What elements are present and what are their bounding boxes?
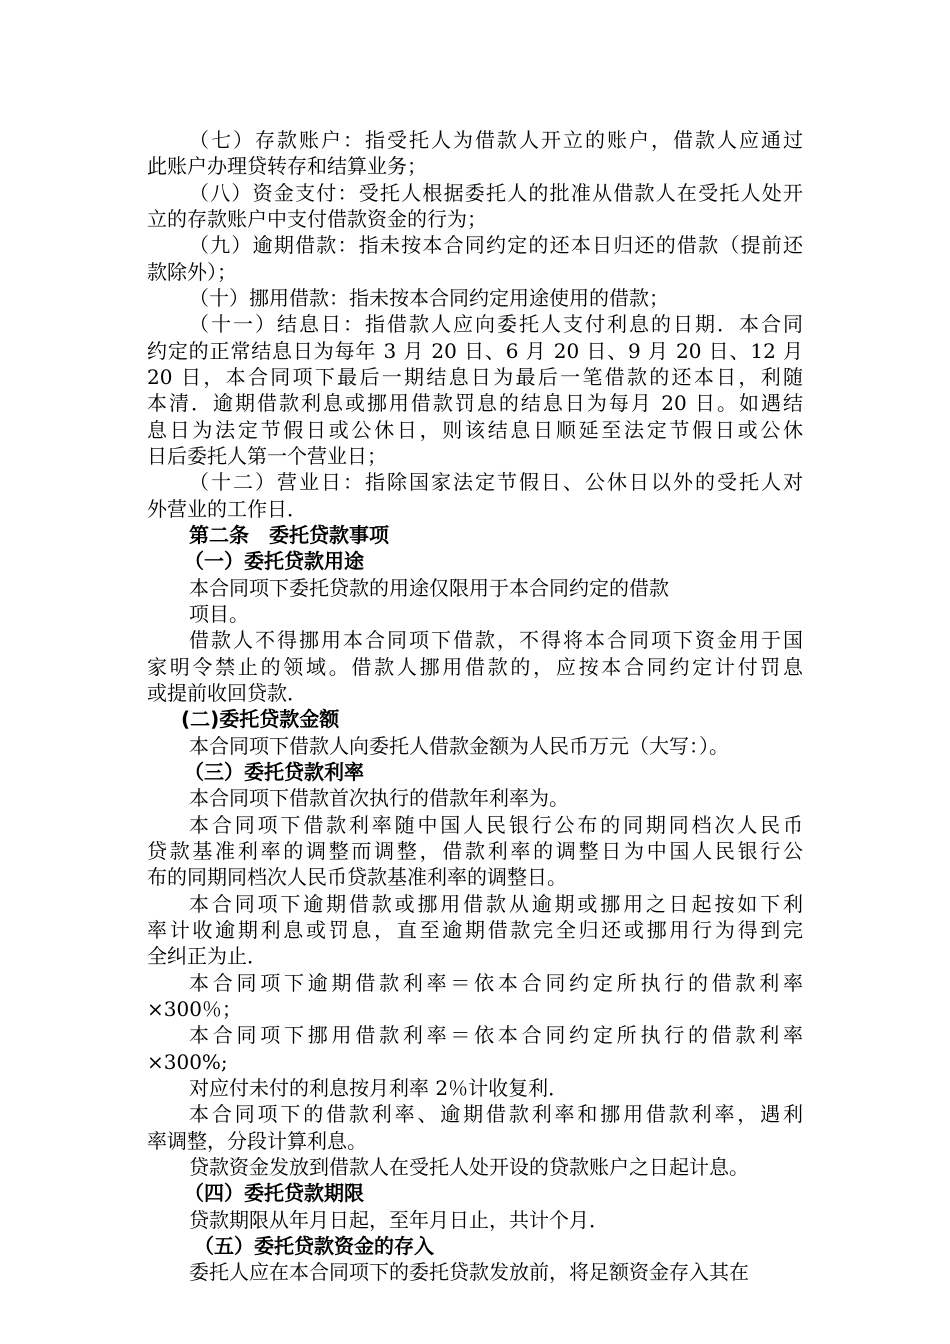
section-3-para-7-line-1: 本合同项下的借款利率、逾期借款利率和挪用借款利率，遇利 xyxy=(189,1102,803,1126)
section-3-para-5-line-1: 本合同项下挪用借款利率＝依本合同约定所执行的借款利率 xyxy=(189,1023,803,1047)
article-2-heading: 第二条 委托贷款事项 xyxy=(189,523,389,547)
clause-8-line-2: 立的存款账户中支付借款资金的行为； xyxy=(147,207,487,231)
section-1-heading: （一）委托贷款用途 xyxy=(184,549,364,573)
section-3-para-3-line-2: 率计收逾期利息或罚息，直至逾期借款完全归还或挪用行为得到完 xyxy=(147,918,803,942)
section-3-para-3-line-1: 本合同项下逾期借款或挪用借款从逾期或挪用之日起按如下利 xyxy=(189,892,803,916)
clause-11-line-4: 本清．逾期借款利息或挪用借款罚息的结息日为每月 20 日。如遇结 xyxy=(147,391,803,415)
section-3-para-6-line-1: 对应付未付的利息按月利率 2％计收复利． xyxy=(189,1076,569,1100)
section-1-para-2-line-1: 借款人不得挪用本合同项下借款，不得将本合同项下资金用于国 xyxy=(189,628,803,652)
section-1-para-2-line-3: 或提前收回贷款． xyxy=(147,681,307,705)
clause-9-line-2: 款除外）； xyxy=(147,260,237,284)
clause-9-line-1: （九）逾期借款：指未按本合同约定的还本日归还的借款（提前还 xyxy=(189,233,803,257)
clause-11-line-3: 20 日，本合同项下最后一期结息日为最后一笔借款的还本日，利随 xyxy=(147,365,803,389)
section-4-para-line-1: 贷款期限从年月日起，至年月日止，共计个月． xyxy=(189,1208,609,1232)
section-2-para-line-1: 本合同项下借款人向委托人借款金额为人民币万元（大写：）。 xyxy=(189,734,729,758)
clause-7-line-1: （七）存款账户：指受托人为借款人开立的账户，借款人应通过 xyxy=(189,128,803,152)
clause-12-line-1: （十二）营业日：指除国家法定节假日、公休日以外的受托人对 xyxy=(189,470,803,494)
clause-11-line-5: 息日为法定节假日或公休日，则该结息日顺延至法定节假日或公休 xyxy=(147,418,803,442)
section-3-para-1-line-1: 本合同项下借款首次执行的借款年利率为。 xyxy=(189,786,569,810)
clause-11-line-2: 约定的正常结息日为每年 3 月 20 日、6 月 20 日、9 月 20 日、12 月 xyxy=(147,339,803,363)
section-3-para-4-line-1: 本合同项下逾期借款利率＝依本合同约定所执行的借款利率 xyxy=(189,971,803,995)
section-3-para-3-line-3: 全纠正为止． xyxy=(147,944,267,968)
clause-8-line-1: （八）资金支付：受托人根据委托人的批准从借款人在受托人处开 xyxy=(189,181,803,205)
section-3-para-2-line-2: 贷款基准利率的调整而调整，借款利率的调整日为中国人民银行公 xyxy=(147,839,803,863)
section-2-heading: (二)委托贷款金额 xyxy=(181,707,340,731)
section-3-para-5-line-2: ×300%; xyxy=(147,1050,228,1074)
section-3-para-8-line-1: 贷款资金发放到借款人在受托人处开设的贷款账户之日起计息。 xyxy=(189,1155,749,1179)
clause-12-line-2: 外营业的工作日． xyxy=(147,497,307,521)
section-5-heading: （五）委托贷款资金的存入 xyxy=(194,1234,434,1258)
section-5-para-line-1: 委托人应在本合同项下的委托贷款发放前，将足额资金存入其在 xyxy=(189,1260,749,1284)
clause-11-line-6: 日后委托人第一个营业日； xyxy=(147,444,387,468)
section-1-para-2-line-2: 家明令禁止的领域。借款人挪用借款的，应按本合同约定计付罚息 xyxy=(147,655,803,679)
section-3-para-2-line-3: 布的同期同档次人民币贷款基准利率的调整日。 xyxy=(147,865,567,889)
section-3-para-2-line-1: 本合同项下借款利率随中国人民银行公布的同期同档次人民币 xyxy=(189,813,803,837)
section-3-para-7-line-2: 率调整，分段计算利息。 xyxy=(147,1129,367,1153)
section-3-para-4-line-2: ×300％； xyxy=(147,997,242,1021)
section-1-para-1-line-1: 本合同项下委托贷款的用途仅限用于本合同约定的借款 xyxy=(189,576,669,600)
clause-7-line-2: 此账户办理贷转存和结算业务； xyxy=(147,154,427,178)
section-4-heading: （四）委托贷款期限 xyxy=(184,1181,364,1205)
section-1-para-1-line-2: 项目。 xyxy=(189,602,249,626)
section-3-heading: （三）委托贷款利率 xyxy=(184,760,364,784)
clause-11-line-1: （十一）结息日：指借款人应向委托人支付利息的日期．本合同 xyxy=(189,312,803,336)
clause-10-line-1: （十）挪用借款：指未按本合同约定用途使用的借款； xyxy=(189,286,669,310)
